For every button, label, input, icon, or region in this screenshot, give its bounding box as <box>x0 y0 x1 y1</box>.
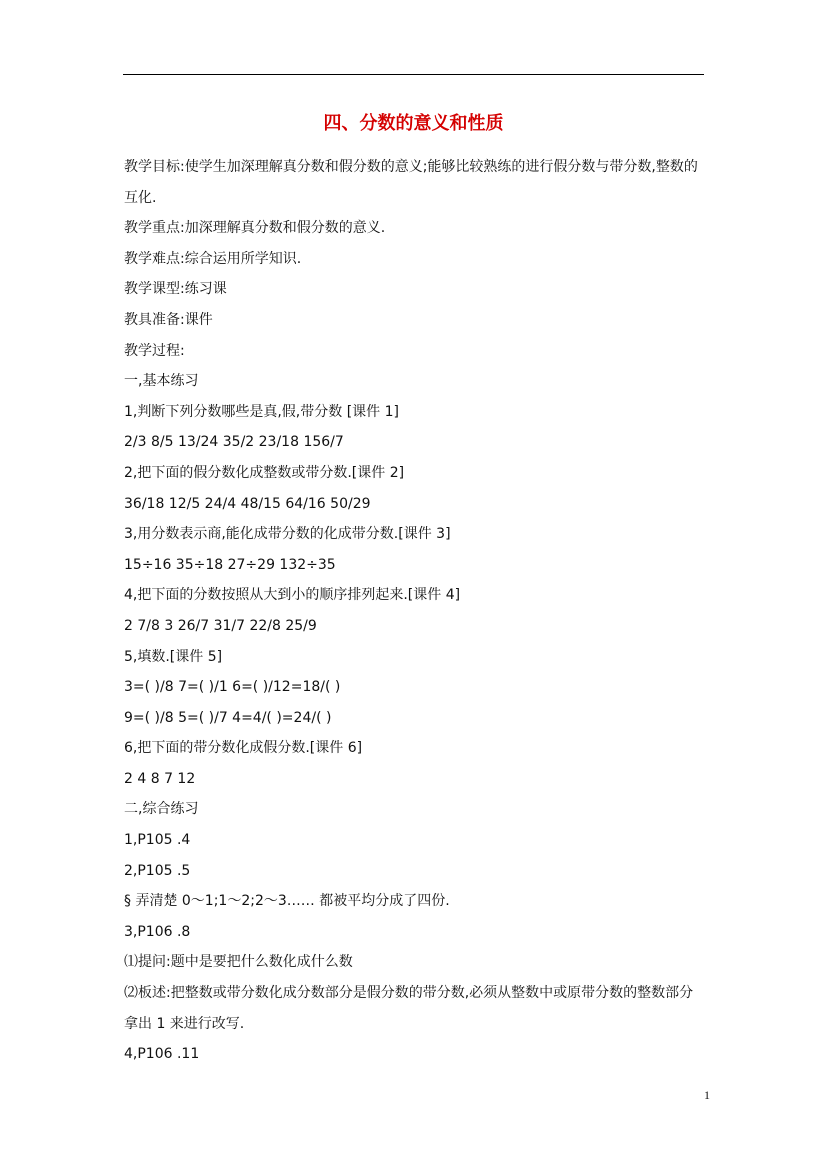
text-line: 2/3 8/5 13/24 35/2 23/18 156/7 <box>124 434 344 451</box>
text-line: 3,P106 .8 <box>124 923 191 940</box>
text-line: 3,用分数表示商,能化成带分数的化成带分数.[课件 3] <box>124 526 451 543</box>
text-line: 2 4 8 7 12 <box>124 770 196 787</box>
text-line: 2,P105 .5 <box>124 862 191 879</box>
text-line: 4,P106 .11 <box>124 1046 200 1063</box>
text-line: 教学课型:练习课 <box>124 281 227 298</box>
page-title: 四、分数的意义和性质 <box>323 113 504 134</box>
text-line: § 弄清楚 0～1;1～2;2～3…… 都被平均分成了四份. <box>124 893 450 910</box>
text-line: 教学目标:使学生加深理解真分数和假分数的意义;能够比较熟练的进行假分数与带分数,整数的互化. <box>124 159 698 206</box>
text-line: 15÷16 35÷18 27÷29 132÷35 <box>124 556 336 573</box>
text-line: 教学难点:综合运用所学知识. <box>124 250 302 267</box>
text-line: 教学重点:加深理解真分数和假分数的意义. <box>124 220 386 237</box>
text-line: 1,P105 .4 <box>124 832 191 849</box>
text-line: 二,综合练习 <box>124 801 199 818</box>
text-line: 3=( )/8 7=( )/1 6=( )/12=18/( ) <box>124 679 341 696</box>
text-line: 2,把下面的假分数化成整数或带分数.[课件 2] <box>124 464 405 481</box>
text-line: ⑵板述:把整数或带分数化成分数部分是假分数的带分数,必须从整数中或原带分数的整数部分拿出 1 来进行改写. <box>124 985 694 1032</box>
text-line: ⑴提问:题中是要把什么数化成什么数 <box>124 954 353 971</box>
page-number: 1 <box>704 1088 710 1102</box>
text-line: 教具准备:课件 <box>124 311 213 328</box>
document-body <box>124 152 704 1070</box>
text-line: 6,把下面的带分数化成假分数.[课件 6] <box>124 740 363 757</box>
header-rule <box>123 74 704 75</box>
text-line: 36/18 12/5 24/4 48/15 64/16 50/29 <box>124 495 371 512</box>
text-line: 1,判断下列分数哪些是真,假,带分数 [课件 1] <box>124 403 399 420</box>
text-line: 4,把下面的分数按照从大到小的顺序排列起来.[课件 4] <box>124 587 461 604</box>
text-line: 5,填数.[课件 5] <box>124 648 223 665</box>
text-line: 教学过程: <box>124 342 185 359</box>
text-line: 一,基本练习 <box>124 373 199 390</box>
text-line: 9=( )/8 5=( )/7 4=4/( )=24/( ) <box>124 709 332 726</box>
text-line: 2 7/8 3 26/7 31/7 22/8 25/9 <box>124 617 317 634</box>
